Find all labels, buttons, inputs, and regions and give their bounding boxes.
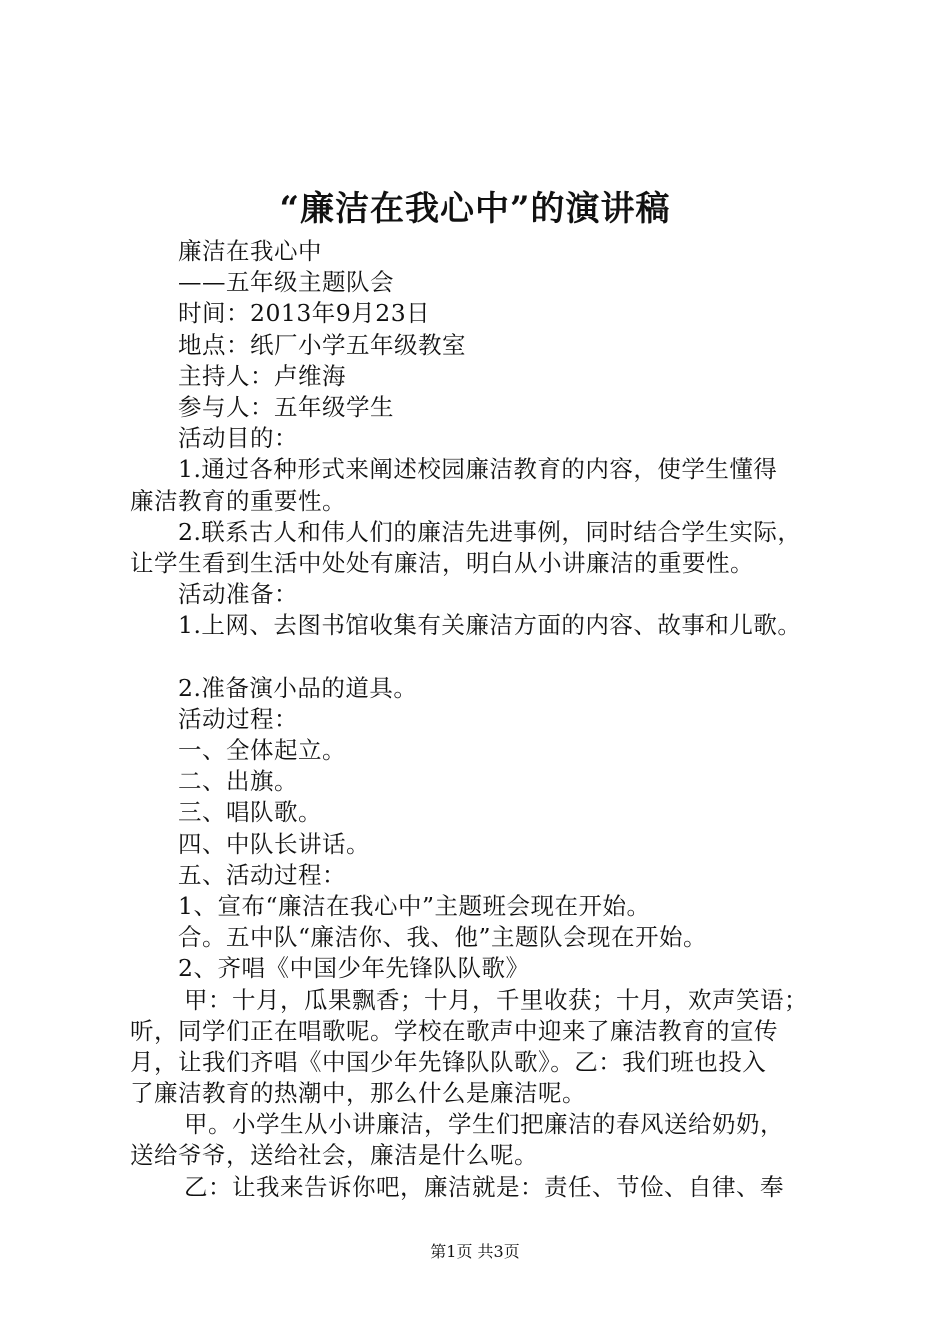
paragraph-line: 参与人：五年级学生	[178, 392, 394, 421]
paragraph-line: 月，让我们齐唱《中国少年先锋队队歌》。乙：我们班也投入	[130, 1047, 767, 1076]
paragraph-line: 让学生看到生活中处处有廉洁，明白从小讲廉洁的重要性。	[130, 548, 754, 577]
paragraph-line: 二、出旗。	[178, 767, 298, 796]
paragraph-line: ——五年级主题队会	[178, 268, 394, 297]
paragraph-line: 送给爷爷，送给社会，廉洁是什么呢。	[130, 1141, 538, 1170]
paragraph-line: 主持人：卢维海	[178, 361, 346, 390]
paragraph-line: 五、活动过程：	[178, 860, 346, 889]
document-title: “廉洁在我心中”的演讲稿	[279, 189, 671, 229]
paragraph-line: 甲。小学生从小讲廉洁，学生们把廉洁的春风送给奶奶，	[184, 1110, 784, 1139]
paragraph-line: 1、宣布“廉洁在我心中”主题班会现在开始。	[178, 891, 651, 920]
paragraph-line: 活动准备：	[178, 580, 298, 609]
paragraph-line: 一、全体起立。	[178, 736, 346, 764]
blank-line	[130, 641, 835, 672]
paragraph-line: 甲：十月，瓜果飘香；十月，千里收获；十月，欢声笑语；	[184, 985, 808, 1014]
paragraph-line: 乙：让我来告诉你吧，廉洁就是：责任、节俭、自律、奉	[184, 1172, 784, 1201]
paragraph-line: 四、中队长讲话。	[178, 829, 370, 858]
paragraph-line: 听，同学们正在唱歌呢。学校在歌声中迎来了廉洁教育的宣传	[130, 1016, 778, 1045]
document-body	[130, 236, 835, 1203]
paragraph-line: 廉洁教育的重要性。	[130, 486, 346, 515]
paragraph-line: 2.联系古人和伟人们的廉洁先进事例，同时结合学生实际，	[178, 517, 802, 546]
page-footer: 第1页 共3页	[430, 1242, 520, 1261]
paragraph-line: 1.上网、去图书馆收集有关廉洁方面的内容、故事和儿歌。	[178, 611, 802, 640]
paragraph-line: 2.准备演小品的道具。	[178, 673, 418, 702]
paragraph-line: 1.通过各种形式来阐述校园廉洁教育的内容，使学生懂得	[178, 455, 778, 484]
paragraph-line: 了廉洁教育的热潮中，那么什么是廉洁呢。	[130, 1079, 586, 1108]
paragraph-line: 活动目的：	[178, 424, 298, 453]
paragraph-line: 地点：纸厂小学五年级教室	[178, 330, 466, 359]
paragraph-line: 三、唱队歌。	[178, 798, 322, 827]
paragraph-line: 廉洁在我心中	[178, 237, 322, 265]
paragraph-line: 2、齐唱《中国少年先锋队队歌》	[178, 954, 530, 983]
paragraph-line: 活动过程：	[178, 704, 298, 733]
paragraph-line: 合。五中队“廉洁你、我、他”主题队会现在开始。	[178, 923, 708, 952]
paragraph-line: 时间：2013年9月23日	[178, 299, 431, 328]
